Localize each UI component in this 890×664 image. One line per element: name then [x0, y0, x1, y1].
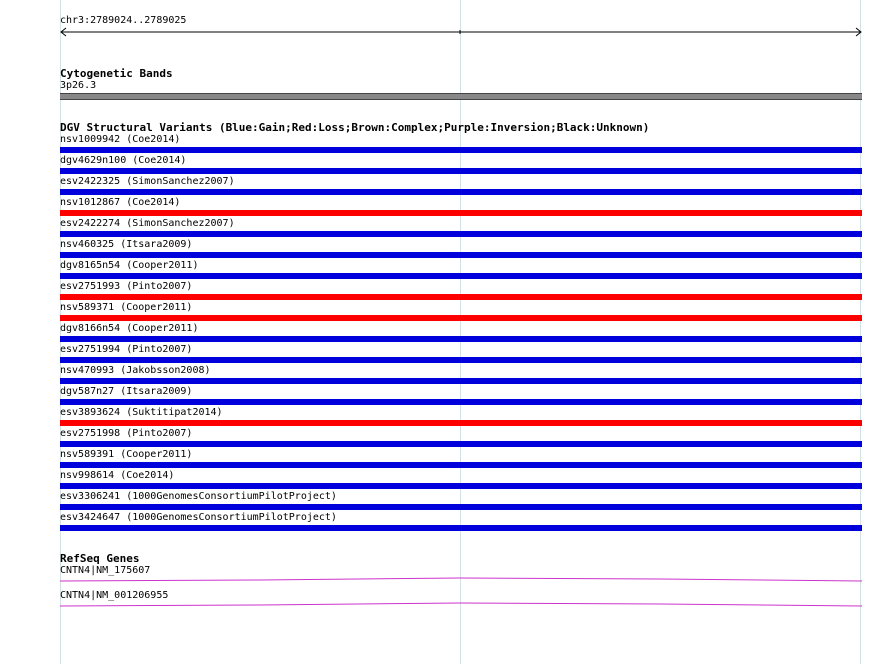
variant-bar[interactable] — [60, 525, 862, 531]
variant-label[interactable]: esv2751998 (Pinto2007) — [60, 428, 193, 439]
gene-label[interactable]: CNTN4|NM_001206955 — [60, 590, 169, 601]
ruler-arrow — [60, 27, 862, 37]
variant-bar[interactable] — [60, 336, 862, 342]
variant-bar[interactable] — [60, 378, 862, 384]
gene-feature[interactable] — [60, 601, 862, 609]
variant-label[interactable]: esv3893624 (Suktitipat2014) — [60, 407, 223, 418]
variant-label[interactable]: nsv460325 (Itsara2009) — [60, 239, 193, 250]
variant-label[interactable]: esv2422274 (SimonSanchez2007) — [60, 218, 235, 229]
refseq-track-title: RefSeq Genes — [60, 552, 140, 565]
cytogenetic-band[interactable] — [60, 93, 862, 100]
gene-feature[interactable] — [60, 576, 862, 584]
variant-bar[interactable] — [60, 273, 862, 279]
variant-label[interactable]: esv2751994 (Pinto2007) — [60, 344, 193, 355]
variant-bar[interactable] — [60, 462, 862, 468]
variant-label[interactable]: nsv998614 (Coe2014) — [60, 470, 175, 481]
variant-bar[interactable] — [60, 420, 862, 426]
variant-label[interactable]: nsv589391 (Cooper2011) — [60, 449, 193, 460]
variant-bar[interactable] — [60, 399, 862, 405]
variant-label[interactable]: esv2422325 (SimonSanchez2007) — [60, 176, 235, 187]
variant-bar[interactable] — [60, 252, 862, 258]
variant-bar[interactable] — [60, 441, 862, 447]
variant-bar[interactable] — [60, 294, 862, 300]
variant-label[interactable]: esv2751993 (Pinto2007) — [60, 281, 193, 292]
ruler-label: chr3:2789024..2789025 — [60, 15, 187, 26]
dgv-track-title: DGV Structural Variants (Blue:Gain;Red:Loss;Brown:Complex;Purple:Inversion;Black:Unknown) — [60, 121, 650, 134]
variant-bar[interactable] — [60, 189, 862, 195]
variant-label[interactable]: dgv8166n54 (Cooper2011) — [60, 323, 199, 334]
variant-label[interactable]: nsv470993 (Jakobsson2008) — [60, 365, 211, 376]
variant-bar[interactable] — [60, 483, 862, 489]
cytogenetic-track-title: Cytogenetic Bands — [60, 67, 173, 80]
variant-label[interactable]: dgv4629n100 (Coe2014) — [60, 155, 187, 166]
variant-bar[interactable] — [60, 357, 862, 363]
gene-label[interactable]: CNTN4|NM_175607 — [60, 565, 151, 576]
variant-label[interactable]: dgv587n27 (Itsara2009) — [60, 386, 193, 397]
variant-label[interactable]: esv3424647 (1000GenomesConsortiumPilotProject) — [60, 512, 337, 523]
variant-label[interactable]: esv3306241 (1000GenomesConsortiumPilotProject) — [60, 491, 337, 502]
cytogenetic-band-label: 3p26.3 — [60, 80, 97, 91]
variant-label[interactable]: dgv8165n54 (Cooper2011) — [60, 260, 199, 271]
variant-bar[interactable] — [60, 231, 862, 237]
variant-bar[interactable] — [60, 147, 862, 153]
variant-bar[interactable] — [60, 504, 862, 510]
variant-bar[interactable] — [60, 168, 862, 174]
variant-label[interactable]: nsv1009942 (Coe2014) — [60, 134, 181, 145]
variant-label[interactable]: nsv589371 (Cooper2011) — [60, 302, 193, 313]
variant-bar[interactable] — [60, 210, 862, 216]
variant-bar[interactable] — [60, 315, 862, 321]
variant-label[interactable]: nsv1012867 (Coe2014) — [60, 197, 181, 208]
